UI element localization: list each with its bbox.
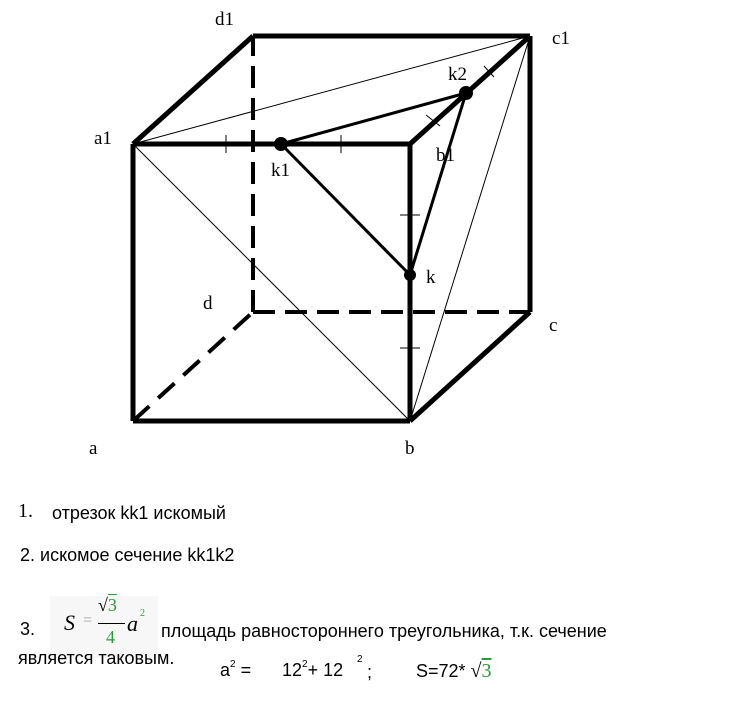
label-c1: c1 xyxy=(552,28,570,49)
calc-semicolon: ; xyxy=(367,662,373,682)
formula-numerator xyxy=(98,595,117,616)
formula-radicand: 3 xyxy=(107,595,117,615)
step-3-text: площадь равностороннего треугольника, т.к. сечение xyxy=(161,621,607,641)
calc-result xyxy=(416,660,492,683)
label-b1: b1 xyxy=(436,145,455,166)
calc-plus-term-2: + 12 xyxy=(307,660,344,680)
label-c: c xyxy=(549,315,558,336)
label-a1: a1 xyxy=(94,128,112,149)
step-2-text: 2. искомое сечение kk1k2 xyxy=(20,545,235,565)
step-3-text-continued: является таковым. xyxy=(18,648,175,668)
calc-term-1: 12 xyxy=(282,660,303,680)
formula-s: S xyxy=(64,610,75,635)
calc-a-squared xyxy=(220,660,251,681)
point-k1 xyxy=(274,137,288,151)
label-a: a xyxy=(89,438,98,459)
label-d1: d1 xyxy=(215,9,234,30)
step-1-number: 1. xyxy=(18,500,33,522)
calc-term-2-exponent: 2 xyxy=(357,654,363,665)
label-k2: k2 xyxy=(448,64,467,85)
calc-a-exponent: 2 xyxy=(230,659,236,670)
point-k2 xyxy=(459,86,473,100)
segment-k1-k xyxy=(281,144,410,275)
label-b: b xyxy=(405,438,415,459)
formula-exponent: 2 xyxy=(140,608,145,619)
formula-variable: a xyxy=(127,611,138,636)
diagonal-a1-b xyxy=(133,144,410,421)
calc-term-1-exponent: 2 xyxy=(302,659,308,670)
calc-radical-sign: √ xyxy=(470,660,482,682)
formula-equals: = xyxy=(83,612,93,629)
calc-equals: = xyxy=(235,660,252,680)
edge-b-c xyxy=(410,312,530,421)
step-1-text: отрезок kk1 искомый xyxy=(52,503,226,523)
fraction-bar xyxy=(98,623,125,624)
calc-sum xyxy=(282,660,343,681)
point-k xyxy=(404,269,416,281)
calc-radicand: 3 xyxy=(481,660,492,682)
formula-denominator: 4 xyxy=(106,627,115,647)
label-k: k xyxy=(426,267,436,288)
edge-a-d-hidden xyxy=(133,312,253,421)
calc-result-text: S=72* xyxy=(416,661,471,681)
label-d: d xyxy=(203,293,213,314)
calc-a: a xyxy=(220,660,231,680)
label-k1: k1 xyxy=(271,160,290,181)
formula-radical-sign: √ xyxy=(98,595,108,615)
step-3-number: 3. xyxy=(20,619,36,639)
